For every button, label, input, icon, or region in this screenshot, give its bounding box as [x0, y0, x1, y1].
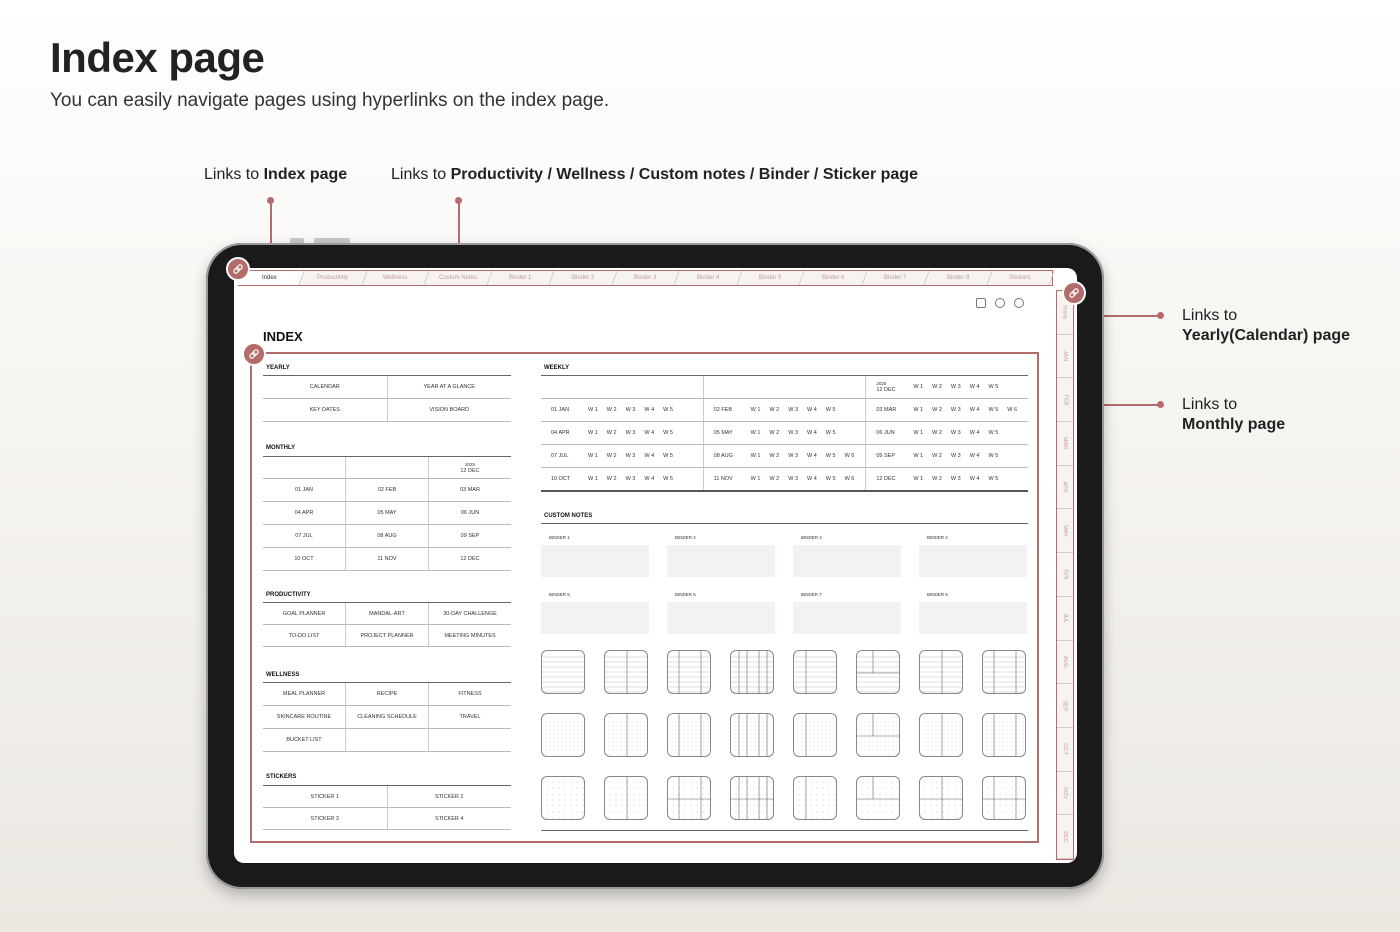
- weekly-month-cell: [866, 399, 1028, 421]
- template-thumbnail[interactable]: [856, 713, 900, 757]
- section-weekly-label: WEEKLY: [544, 365, 570, 371]
- template-thumbnail[interactable]: [919, 650, 963, 694]
- weekly-month-cell: [541, 468, 704, 490]
- binder-label: BINDER 8: [927, 592, 948, 597]
- week-link[interactable]: W 4: [807, 476, 817, 482]
- monthly-table: [263, 479, 511, 571]
- week-link[interactable]: W 2: [932, 384, 942, 390]
- annotation-yearly-link: Links to Yearly(Calendar) page: [1182, 307, 1351, 344]
- link-cleaning-schedule[interactable]: CLEANING SCHEDULE: [346, 706, 429, 728]
- week-link[interactable]: W 1: [913, 407, 924, 413]
- empty-cell: [346, 457, 429, 478]
- template-thumbnail[interactable]: [667, 650, 711, 694]
- week-link[interactable]: W 2: [769, 476, 780, 482]
- link-meal-planner[interactable]: MEAL PLANNER: [263, 683, 346, 705]
- divider: [541, 490, 1028, 492]
- link-bucket-list[interactable]: BUCKET LIST: [263, 729, 346, 751]
- top-icons: [976, 298, 1024, 308]
- side-tab-mar[interactable]: [1057, 422, 1073, 466]
- side-tab-label: JUL: [1062, 613, 1068, 624]
- link-year-at-a-glance[interactable]: YEAR AT A GLANCE: [423, 384, 475, 390]
- link-06-jun[interactable]: 06 JUN: [460, 510, 480, 516]
- template-thumbnail[interactable]: [541, 650, 585, 694]
- week-link[interactable]: W 5: [988, 430, 999, 436]
- wellness-table: [263, 683, 511, 752]
- table-row: [263, 376, 511, 399]
- template-thumbnail[interactable]: [982, 650, 1026, 694]
- side-tab-dec[interactable]: [1057, 815, 1073, 859]
- annotation-index-link: Links to Index page: [204, 166, 348, 183]
- month-link[interactable]: 03 MAR: [876, 407, 897, 413]
- binder-label: BINDER 6: [675, 592, 696, 597]
- binder-label: BINDER 7: [801, 592, 822, 597]
- template-thumbnail[interactable]: [793, 776, 837, 820]
- tab-binder-7[interactable]: [862, 271, 930, 285]
- week-link[interactable]: W 4: [644, 407, 655, 413]
- week-link[interactable]: W 6: [844, 476, 855, 482]
- link-fitness[interactable]: FITNESS: [458, 691, 482, 697]
- template-thumbnail[interactable]: [730, 776, 774, 820]
- week-link[interactable]: W 5: [663, 407, 673, 413]
- link-badge-icon: [1062, 281, 1086, 305]
- monthly-header-row: [263, 457, 511, 479]
- table-row: [541, 445, 1028, 468]
- template-thumbnail[interactable]: [919, 776, 963, 820]
- week-link[interactable]: W 1: [750, 407, 761, 413]
- tab-binder-3[interactable]: [612, 271, 680, 285]
- tablet-screen: [234, 268, 1077, 863]
- divider: [541, 523, 1028, 524]
- week-link[interactable]: W 5: [825, 430, 836, 436]
- link-sticker-1[interactable]: STICKER 1: [263, 786, 388, 807]
- side-tab-sep[interactable]: [1057, 684, 1073, 728]
- template-thumbnail[interactable]: [856, 650, 900, 694]
- side-tab-apr[interactable]: [1057, 466, 1073, 510]
- week-link[interactable]: W 3: [950, 407, 961, 413]
- week-link[interactable]: W 2: [932, 453, 942, 459]
- week-link[interactable]: W 2: [932, 430, 942, 436]
- link-project-planner[interactable]: PROJECT PLANNER: [346, 625, 429, 646]
- tab-wellness[interactable]: [362, 271, 430, 285]
- binder-cover: [541, 602, 649, 634]
- binder-3[interactable]: [793, 535, 901, 579]
- week-link[interactable]: W 4: [807, 407, 817, 413]
- binder-label: BINDER 5: [549, 592, 570, 597]
- table-row: [263, 729, 511, 752]
- link-skincare-routine[interactable]: SKINCARE ROUTINE: [263, 706, 346, 728]
- template-thumbnail[interactable]: [604, 776, 648, 820]
- tab-label: Binder 3: [633, 275, 657, 281]
- annotation-monthly-link: Links to Monthly page: [1182, 396, 1286, 433]
- link-sticker-2[interactable]: STICKER 2: [435, 793, 464, 800]
- stickers-table: [263, 786, 511, 830]
- week-link[interactable]: W 4: [969, 384, 980, 390]
- link-05-may[interactable]: 05 MAY: [346, 502, 429, 524]
- week-link[interactable]: W 1: [588, 476, 598, 482]
- binder-cover: [919, 602, 1027, 634]
- week-link[interactable]: W 5: [663, 430, 673, 436]
- tab-binder-5[interactable]: [737, 271, 805, 285]
- week-link[interactable]: W 6: [844, 453, 855, 459]
- tab-label: Binder 8: [946, 275, 969, 281]
- template-thumbnail[interactable]: [856, 776, 900, 820]
- tab-label: Custom Notes: [438, 275, 477, 281]
- side-tab-oct[interactable]: [1057, 728, 1073, 772]
- week-link[interactable]: W 1: [913, 384, 924, 390]
- productivity-table: [263, 603, 511, 647]
- tab-label: Binder 1: [508, 275, 532, 281]
- tab-label: Binder 7: [883, 275, 907, 281]
- binder-cover: [541, 545, 649, 577]
- side-tab-bar: [1056, 290, 1074, 860]
- tab-label: Wellness: [382, 275, 407, 281]
- month-link[interactable]: 05 MAY: [713, 430, 733, 436]
- table-row: [263, 603, 511, 625]
- week-link[interactable]: W 3: [788, 407, 799, 413]
- table-row: [263, 683, 511, 706]
- tab-binder-1[interactable]: [487, 271, 555, 285]
- link-vision-board[interactable]: VISION BOARD: [429, 407, 470, 413]
- month-link[interactable]: 12 DEC: [876, 476, 896, 482]
- binder-label: BINDER 4: [927, 535, 948, 540]
- tab-label: Index: [262, 275, 278, 281]
- template-thumbnail[interactable]: [541, 776, 585, 820]
- side-tab-label: OCT: [1062, 743, 1068, 756]
- binder-cover: [793, 545, 901, 577]
- tab-label: Binder 5: [758, 275, 782, 281]
- table-row: [263, 548, 511, 571]
- table-row: [263, 706, 511, 729]
- link-key-dates[interactable]: KEY DATES: [263, 399, 388, 421]
- week-link[interactable]: W 5: [825, 476, 836, 482]
- side-tab-jun[interactable]: [1057, 553, 1073, 597]
- template-thumbnail[interactable]: [730, 713, 774, 757]
- link-03-mar[interactable]: 03 MAR: [460, 487, 480, 493]
- page-subtitle: You can easily navigate pages using hyperlinks on the index page.: [50, 90, 610, 111]
- template-thumbnail[interactable]: [667, 776, 711, 820]
- week-link[interactable]: W 5: [663, 453, 673, 459]
- settings-icon[interactable]: [1014, 298, 1024, 308]
- empty-cell: [541, 376, 704, 398]
- week-link[interactable]: W 3: [625, 430, 636, 436]
- side-tab-label: NOV: [1061, 786, 1068, 799]
- table-row: [263, 479, 511, 502]
- side-tab-nov[interactable]: [1057, 772, 1073, 816]
- week-link[interactable]: W 4: [807, 453, 817, 459]
- tab-binder-2[interactable]: [549, 271, 617, 285]
- binder-label: BINDER 3: [801, 535, 822, 540]
- link-mandal-art[interactable]: MANDAL-ART: [346, 603, 429, 624]
- month-link[interactable]: 07 JUL: [551, 453, 569, 459]
- weekly-month-cell: [704, 399, 867, 421]
- week-link[interactable]: W 1: [750, 476, 761, 482]
- tab-label: Binder 6: [821, 275, 844, 281]
- binder-cover: [793, 602, 901, 634]
- week-link[interactable]: W 3: [788, 476, 799, 482]
- week-link[interactable]: W 2: [769, 430, 780, 436]
- link-goal-planner[interactable]: GOAL PLANNER: [263, 603, 346, 624]
- side-tab-label: FEB: [1061, 394, 1068, 406]
- week-link[interactable]: W 3: [625, 453, 636, 459]
- table-row: [541, 422, 1028, 445]
- side-tab-label: APR: [1062, 481, 1068, 493]
- week-link[interactable]: W 1: [588, 430, 598, 436]
- side-tab-may[interactable]: [1057, 509, 1073, 553]
- month-link[interactable]: 01 JAN: [551, 407, 570, 413]
- month-link[interactable]: 02 FEB: [713, 407, 733, 413]
- section-stickers-label: STICKERS: [266, 774, 297, 780]
- side-tab-jan[interactable]: [1057, 335, 1073, 379]
- link-badge-icon: [242, 342, 266, 366]
- tab-binder-6[interactable]: [799, 271, 867, 285]
- empty-cell: [263, 457, 346, 478]
- side-tab-label: JUN: [1061, 569, 1068, 580]
- link-badge-icon: [226, 257, 250, 281]
- side-tab-jul[interactable]: [1057, 597, 1073, 641]
- week-link[interactable]: W 4: [969, 476, 980, 482]
- empty-cell: [346, 729, 429, 751]
- weekly-month-cell: [704, 468, 867, 490]
- tab-label: Productivity: [316, 275, 348, 281]
- week-link[interactable]: W 1: [913, 430, 924, 436]
- binder-5[interactable]: [541, 592, 649, 636]
- side-tab-aug[interactable]: [1057, 641, 1073, 685]
- week-link[interactable]: W 5: [988, 476, 999, 482]
- weekly-month-cell: [704, 422, 867, 444]
- table-row: [263, 786, 511, 808]
- week-link[interactable]: W 5: [663, 476, 673, 482]
- table-row: [263, 625, 511, 647]
- binder-label: BINDER 1: [549, 535, 570, 540]
- weekly-month-cell: [541, 422, 704, 444]
- tab-binder-8[interactable]: [924, 271, 992, 285]
- week-link[interactable]: W 2: [769, 407, 780, 413]
- week-link[interactable]: W 1: [913, 453, 924, 459]
- week-link[interactable]: W 1: [913, 476, 924, 482]
- tab-stickers[interactable]: [987, 271, 1055, 285]
- yearly-table: [263, 376, 511, 422]
- section-yearly-label: YEARLY: [266, 365, 290, 371]
- link-recipe[interactable]: RECIPE: [346, 683, 429, 705]
- side-tab-label: JAN: [1061, 350, 1068, 362]
- page-heading: Index page: [50, 34, 265, 81]
- weekly-month-cell: [866, 468, 1028, 490]
- binder-2[interactable]: [667, 535, 775, 579]
- weekly-header-row: [541, 376, 1028, 399]
- week-link[interactable]: W 1: [588, 453, 598, 459]
- bookmark-icon[interactable]: [976, 298, 986, 308]
- tab-label: Stickers: [1009, 275, 1031, 281]
- week-link[interactable]: W 4: [969, 430, 980, 436]
- week-link[interactable]: W 3: [788, 453, 799, 459]
- binder-1[interactable]: [541, 535, 649, 579]
- week-link[interactable]: W 3: [950, 430, 961, 436]
- monthly-current-month[interactable]: 2025 12 DEC: [460, 461, 480, 474]
- weekly-current-month[interactable]: 2025 12 DEC W 1 W 2 W 3 W 4 W 5: [876, 381, 999, 393]
- side-tab-label: MAR: [1061, 437, 1068, 450]
- link-12-dec[interactable]: 12 DEC: [460, 556, 480, 562]
- binder-8[interactable]: [919, 592, 1027, 636]
- link-travel[interactable]: TRAVEL: [459, 714, 481, 720]
- empty-cell: [429, 729, 511, 751]
- side-tab-label: SEP: [1061, 700, 1068, 712]
- binder-4[interactable]: [919, 535, 1027, 579]
- weekly-month-cell: [866, 422, 1028, 444]
- table-row: [263, 399, 511, 422]
- week-link[interactable]: W 5: [825, 453, 836, 459]
- side-tab-label: AUG: [1061, 655, 1068, 668]
- binder-label: BINDER 2: [675, 535, 696, 540]
- month-link[interactable]: 11 NOV: [713, 476, 733, 482]
- template-thumbnail[interactable]: [541, 713, 585, 757]
- week-link[interactable]: W 3: [950, 453, 961, 459]
- week-link[interactable]: W 4: [644, 430, 655, 436]
- template-thumbnail[interactable]: [982, 776, 1026, 820]
- week-link[interactable]: W 2: [769, 453, 780, 459]
- globe-icon[interactable]: [995, 298, 1005, 308]
- week-link[interactable]: W 5: [825, 407, 836, 413]
- week-link[interactable]: W 3: [625, 476, 636, 482]
- week-link[interactable]: W 4: [807, 430, 817, 436]
- weekly-month-cell: [541, 445, 704, 467]
- week-link[interactable]: W 2: [606, 430, 617, 436]
- month-link[interactable]: 04 APR: [551, 430, 570, 436]
- week-link[interactable]: W 5: [988, 453, 999, 459]
- week-link[interactable]: W 5: [988, 384, 999, 390]
- tab-custom-notes[interactable]: [424, 271, 492, 285]
- side-tab-label: Yearly: [1062, 304, 1068, 320]
- tab-binder-4[interactable]: [674, 271, 742, 285]
- tab-productivity[interactable]: [299, 271, 367, 285]
- section-monthly-label: MONTHLY: [266, 445, 296, 451]
- link-08-aug[interactable]: 08 AUG: [346, 525, 429, 547]
- link-10-oct[interactable]: 10 OCT: [263, 548, 346, 570]
- month-link[interactable]: 06 JUN: [876, 430, 895, 436]
- template-thumbnail[interactable]: [919, 713, 963, 757]
- link-04-apr[interactable]: 04 APR: [263, 502, 346, 524]
- table-row: [541, 468, 1028, 491]
- tab-label: Binder 2: [571, 275, 594, 281]
- binder-7[interactable]: [793, 592, 901, 636]
- weekly-month-cell: [704, 445, 867, 467]
- week-link[interactable]: W 2: [606, 407, 617, 413]
- tab-label: Binder 4: [696, 275, 719, 281]
- week-link[interactable]: W 5: [988, 407, 999, 413]
- week-link[interactable]: W 1: [750, 430, 761, 436]
- link-11-nov[interactable]: 11 NOV: [346, 548, 429, 570]
- week-link[interactable]: W 6: [1007, 407, 1018, 413]
- link-sticker-4[interactable]: STICKER 4: [435, 815, 464, 822]
- template-thumbnail[interactable]: [793, 713, 837, 757]
- week-link[interactable]: W 2: [606, 476, 617, 482]
- link-07-jul[interactable]: 07 JUL: [263, 525, 346, 547]
- binder-6[interactable]: [667, 592, 775, 636]
- week-link[interactable]: W 2: [606, 453, 617, 459]
- link-calendar[interactable]: CALENDAR: [263, 376, 388, 398]
- weekly-month-cell: [541, 399, 704, 421]
- template-thumbnail[interactable]: [982, 713, 1026, 757]
- month-link[interactable]: 09 SEP: [876, 453, 895, 459]
- month-link[interactable]: 08 AUG: [713, 453, 733, 459]
- weekly-month-cell: [866, 445, 1028, 467]
- link-01-jan[interactable]: 01 JAN: [263, 479, 346, 501]
- week-link[interactable]: W 4: [644, 476, 655, 482]
- month-link[interactable]: 10 OCT: [551, 476, 571, 482]
- week-link[interactable]: W 1: [588, 407, 598, 413]
- binder-cover: [919, 545, 1027, 577]
- week-link[interactable]: W 3: [625, 407, 636, 413]
- binder-cover: [667, 602, 775, 634]
- annotation-sections-link: Links to Productivity / Wellness / Custom notes / Binder / Sticker page: [391, 166, 918, 183]
- empty-cell: [704, 376, 867, 398]
- table-row: [263, 808, 511, 830]
- side-tab-feb[interactable]: [1057, 378, 1073, 422]
- week-link[interactable]: W 4: [644, 453, 655, 459]
- weekly-table: [541, 399, 1028, 491]
- table-row: [263, 525, 511, 548]
- section-custom-notes-label: CUSTOM NOTES: [544, 513, 593, 519]
- index-title: INDEX: [263, 329, 303, 344]
- week-link[interactable]: W 4: [969, 453, 980, 459]
- side-tab-label: DEC: [1062, 830, 1068, 843]
- table-row: [263, 502, 511, 525]
- week-link[interactable]: W 2: [932, 407, 942, 413]
- section-wellness-label: WELLNESS: [266, 672, 300, 678]
- link-meeting-minutes[interactable]: MEETING MINUTES: [444, 632, 496, 639]
- side-tab-label: MAY: [1061, 525, 1068, 537]
- week-link[interactable]: W 4: [969, 407, 980, 413]
- template-thumbnail[interactable]: [730, 650, 774, 694]
- binder-cover: [667, 545, 775, 577]
- link-09-sep[interactable]: 09 SEP: [460, 533, 480, 539]
- template-thumbnail[interactable]: [604, 650, 648, 694]
- template-thumbnail[interactable]: [793, 650, 837, 694]
- link-to-do-list[interactable]: TO-DO LIST: [263, 625, 346, 646]
- link-sticker-3[interactable]: STICKER 3: [263, 808, 388, 829]
- section-productivity-label: PRODUCTIVITY: [266, 592, 311, 598]
- week-link[interactable]: W 3: [788, 430, 799, 436]
- template-thumbnail[interactable]: [667, 713, 711, 757]
- table-row: [541, 399, 1028, 422]
- top-tab-bar: [238, 270, 1053, 286]
- week-link[interactable]: W 3: [950, 476, 961, 482]
- link-02-feb[interactable]: 02 FEB: [346, 479, 429, 501]
- week-link[interactable]: W 3: [950, 384, 961, 390]
- week-link[interactable]: W 2: [932, 476, 942, 482]
- template-thumbnail[interactable]: [604, 713, 648, 757]
- week-link[interactable]: W 1: [750, 453, 761, 459]
- link-30-day-challenge[interactable]: 30-DAY CHALLENGE: [443, 610, 497, 617]
- divider: [541, 830, 1028, 831]
